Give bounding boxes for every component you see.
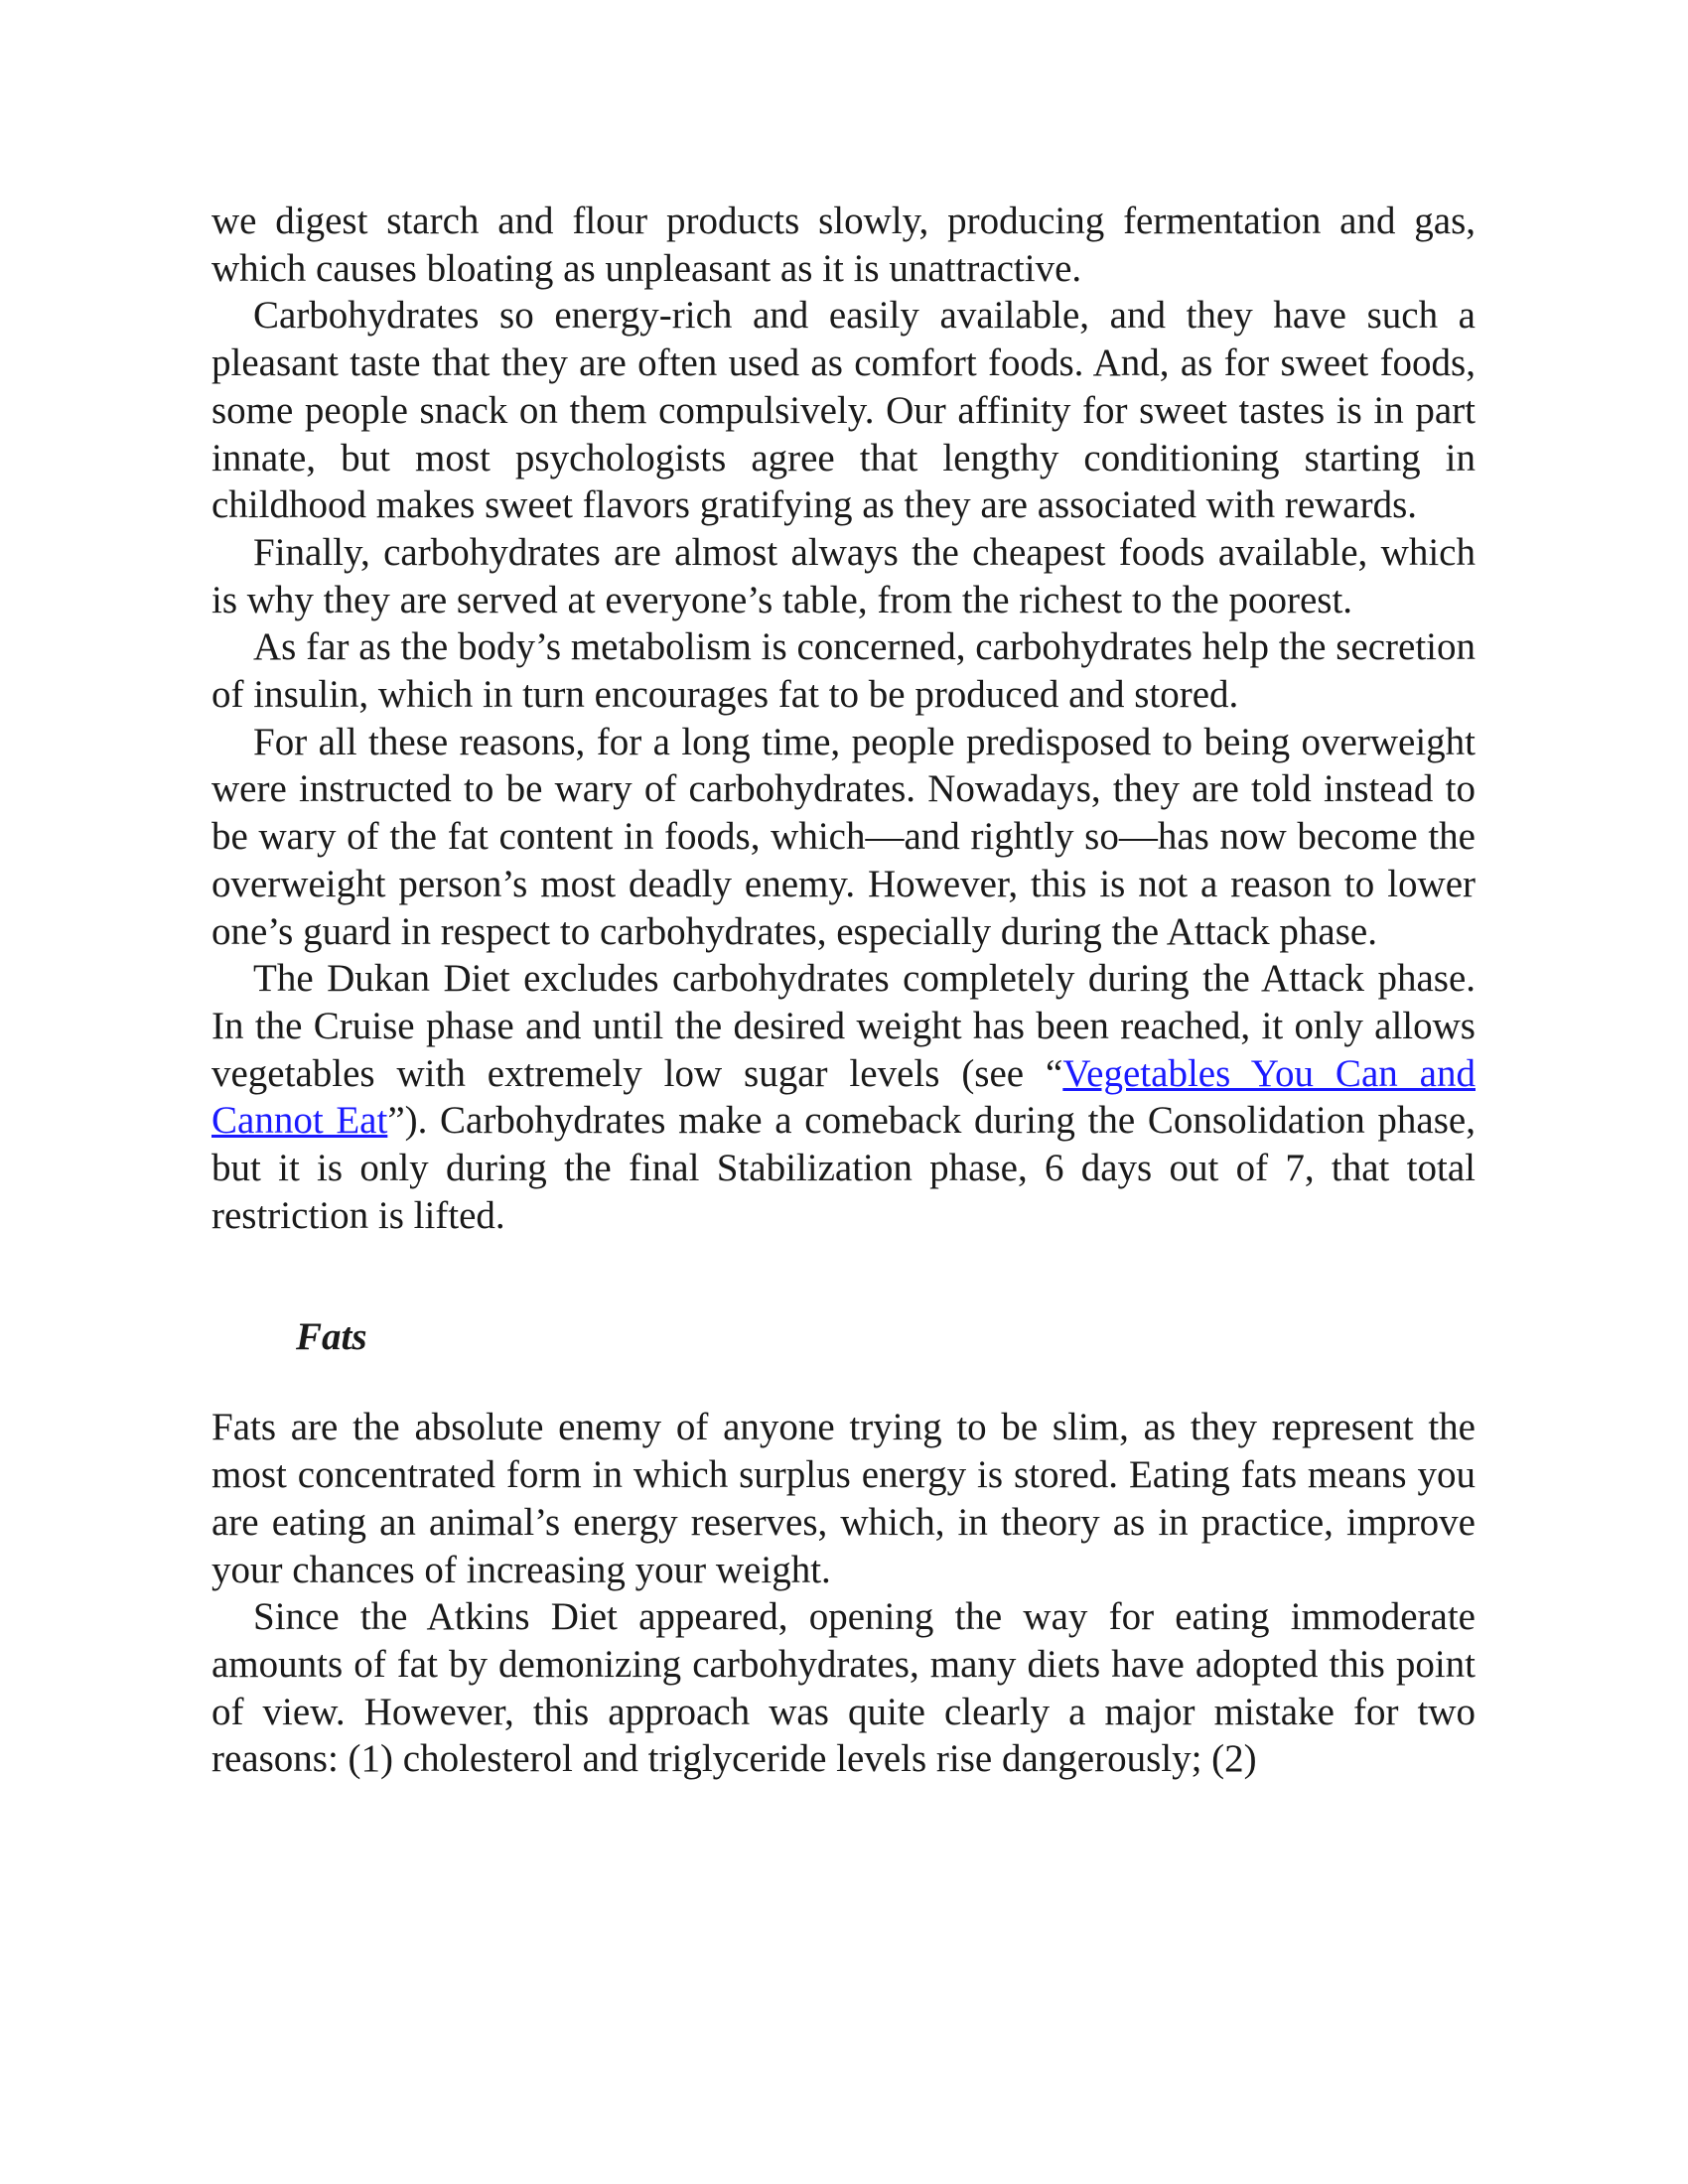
- paragraph-dukan-diet: [211, 955, 1476, 1239]
- paragraph-fats-enemy: Fats are the absolute enemy of anyone trying to be slim, as they represent the most concentrated form in which surplus energy is stored. Eating fats means you are eating an animal’s energy reserves, which, in theory as in practice, improve your chances of increasing your weight.: [211, 1406, 1476, 1591]
- vegetables-link[interactable]: Vegetables You Can and Cannot Eat: [211, 1051, 1476, 1143]
- document-page: [211, 198, 1476, 1783]
- paragraph-comfort-foods: Carbohydrates so energy-rich and easily available, and they have such a pleasant taste that they are often used as comfort foods. And, as for sweet foods, some people snack on them compulsively. Our affinity for sweet tastes is in part innate, but most psychologists agree that lengthy conditioning starting in childhood makes sweet flavors gratifying as they are associated with rewards.: [211, 294, 1476, 527]
- paragraph-wary-of-carbohydrates: For all these reasons, for a long time, people predisposed to being overweight were instructed to be wary of carbohydrates. Nowadays, they are told instead to be wary of the fat content in foods, which—and rightly so—has now become the overweight person’s most deadly enemy. However, this is not a reason to lower one’s guard in respect to carbohydrates, especially during the Attack phase.: [211, 720, 1476, 953]
- paragraph-atkins-diet: Since the Atkins Diet appeared, opening the way for eating immoderate amounts of fat by demonizing carbohydrates, many diets have adopted this point of view. However, this approach was quite clearly a major mistake for two reasons: (1) cholesterol and triglyceride levels rise dangerously; (2): [211, 1595, 1476, 1781]
- paragraph-cheapest-foods: Finally, carbohydrates are almost always the cheapest foods available, which is why they are served at everyone’s table, from the richest to the poorest.: [211, 530, 1476, 621]
- dukan-text-after-link: ”). Carbohydrates make a comeback during the Consolidation phase, but it is only during the final Stabilization phase, 6 days out of 7, that total restriction is lifted.: [211, 1099, 1476, 1237]
- dukan-text-before-link: The Dukan Diet excludes carbohydrates completely during the Attack phase. In the Cruise phase and until the desired weight has been reached, it only allows vegetables with extremely low sugar levels (see “: [211, 957, 1476, 1095]
- paragraph-bloating: we digest starch and flour products slowly, producing fermentation and gas, which causes bloating as unpleasant as it is unattractive.: [211, 200, 1476, 290]
- paragraph-metabolism: As far as the body’s metabolism is concerned, carbohydrates help the secretion of insulin, which in turn encourages fat to be produced and stored.: [211, 625, 1476, 717]
- section-heading-fats: Fats: [296, 1315, 367, 1359]
